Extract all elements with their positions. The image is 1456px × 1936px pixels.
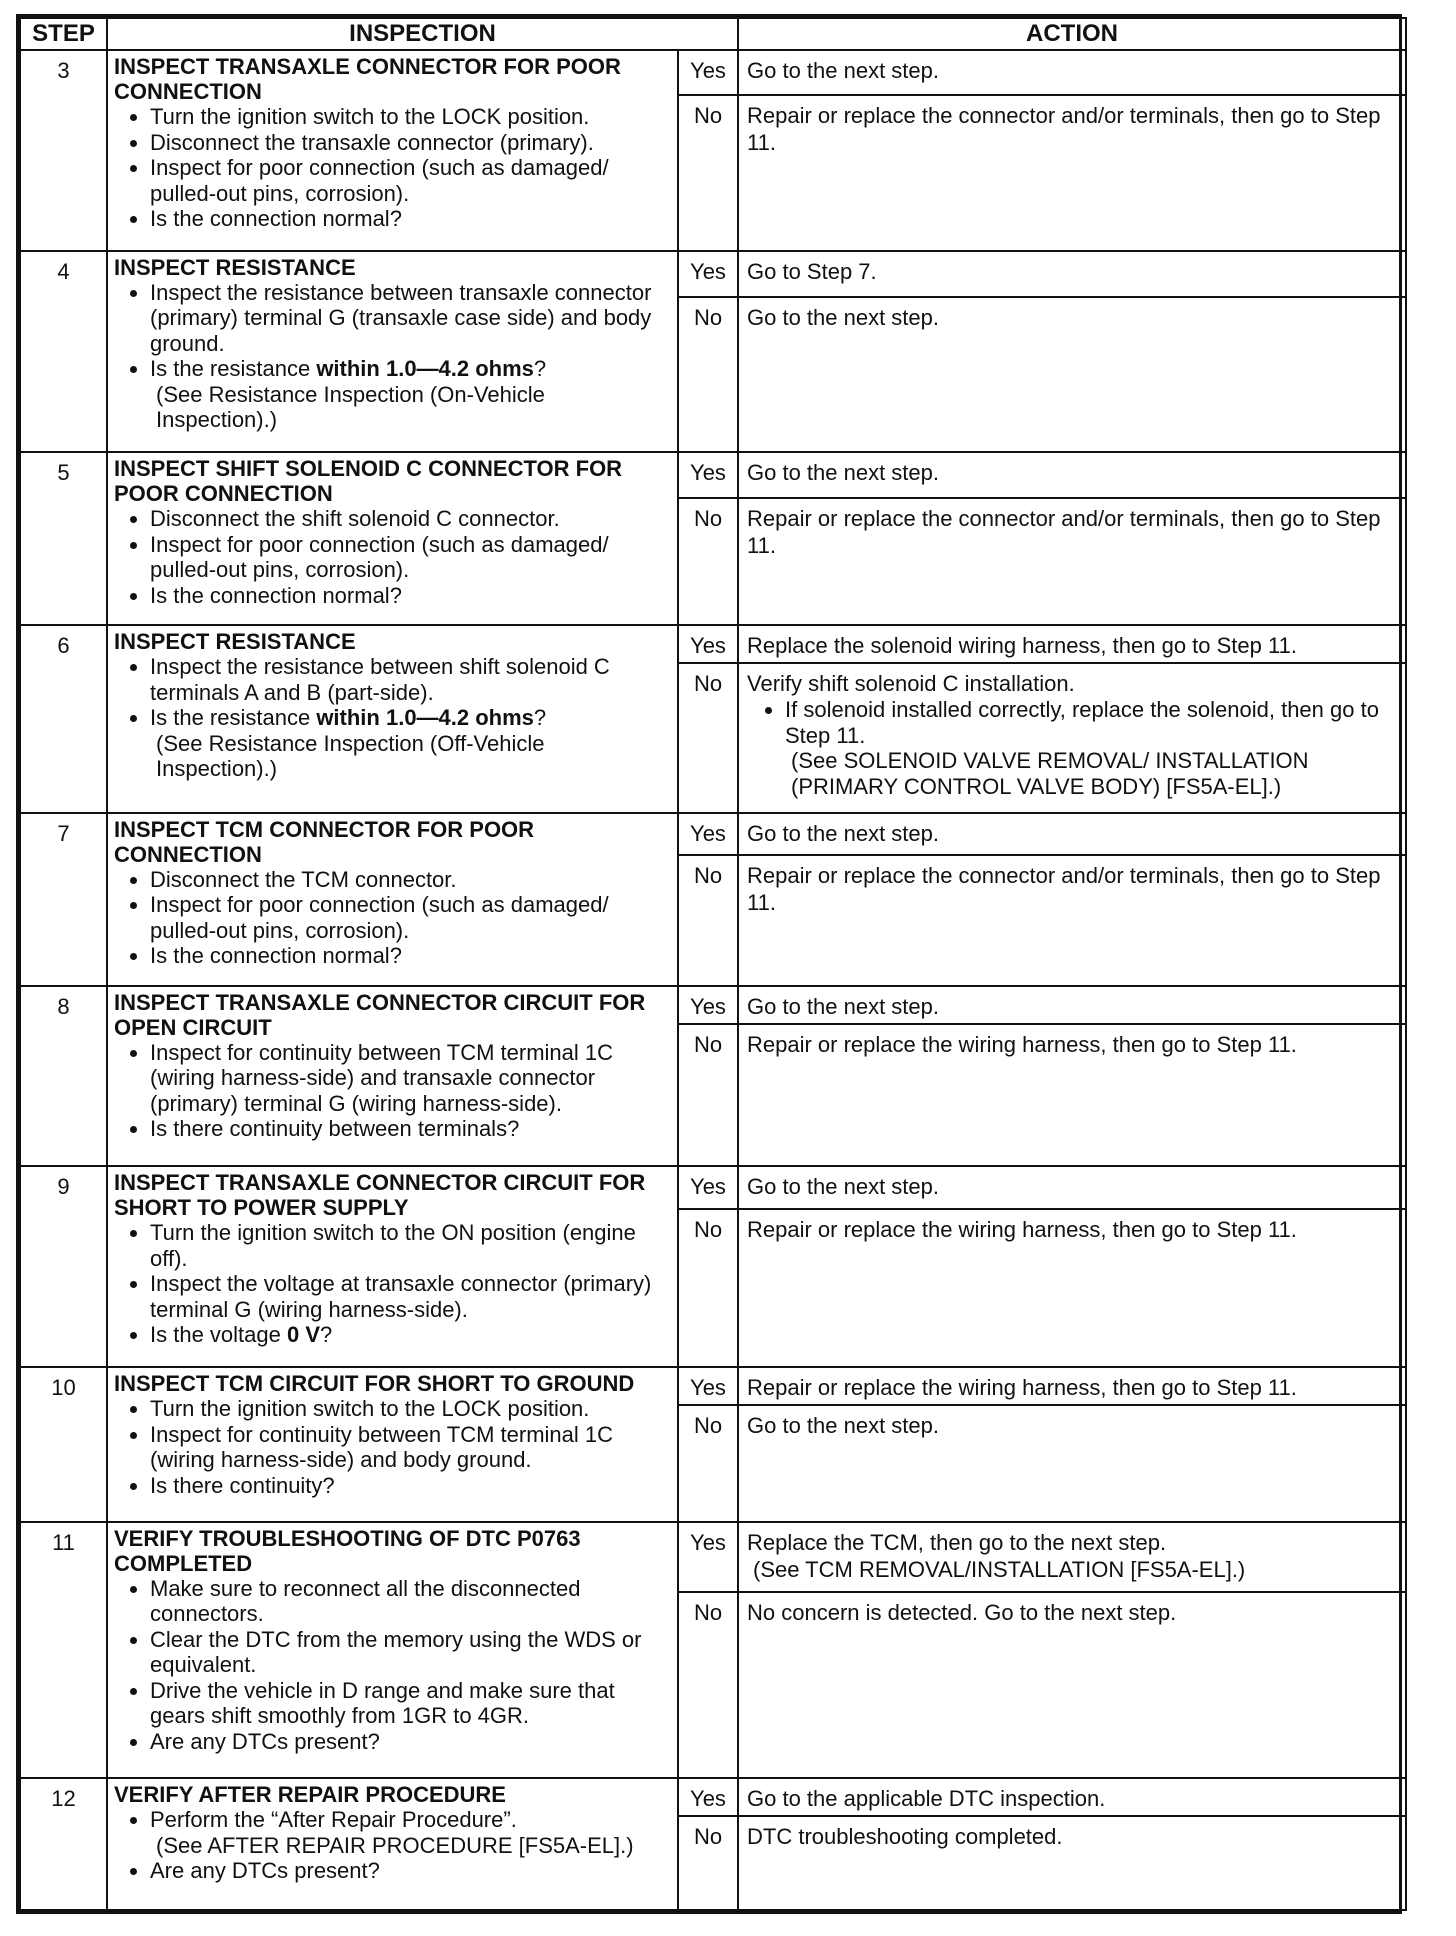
inspection-item-text-end: ?	[320, 1322, 333, 1348]
no-action-text: Repair or replace the wiring harness, then go to Step 11.	[747, 1031, 1297, 1057]
inspection-item-text-end: ?	[533, 356, 547, 382]
step-number: 7	[20, 813, 107, 986]
inspection-cell	[107, 1778, 678, 1910]
inspection-item-text: Turn the ignition switch to the ON position (engine off).	[150, 1220, 636, 1271]
inspection-item-text: Disconnect the shift solenoid C connector.	[150, 506, 560, 532]
inspection-item	[150, 130, 671, 156]
yes-action	[738, 813, 1406, 856]
no-action	[738, 663, 1406, 812]
inspection-list	[114, 1220, 671, 1348]
yes-action	[738, 1166, 1406, 1208]
no-action-text: Go to the next step.	[747, 304, 940, 330]
no-label: No	[678, 1592, 738, 1778]
table-row	[20, 625, 1406, 663]
inspection-title: INSPECT TCM CONNECTOR FOR POOR CONNECTION	[114, 816, 535, 867]
inspection-title: INSPECT RESISTANCE	[114, 254, 356, 280]
inspection-item	[150, 206, 671, 232]
inspection-item-text: Perform the “After Repair Procedure”.	[150, 1807, 517, 1833]
inspection-item	[150, 356, 671, 433]
inspection-item-text: Inspect for poor connection (such as damaged/ pulled-out pins, corrosion).	[150, 892, 609, 943]
yes-action	[738, 251, 1406, 297]
inspection-item-text: Drive the vehicle in D range and make sure that gears shift smoothly from 1GR to 4GR.	[150, 1677, 615, 1729]
step-number: 6	[20, 625, 107, 812]
inspection-item-criterion: 0 V	[286, 1322, 321, 1348]
no-action-item	[785, 697, 1397, 799]
table-row	[20, 813, 1406, 856]
inspection-item	[150, 1396, 671, 1422]
inspection-item-text-end: ?	[533, 705, 547, 731]
inspection-item	[150, 1040, 671, 1117]
yes-label: Yes	[678, 452, 738, 498]
no-label: No	[678, 297, 738, 452]
inspection-item	[150, 1220, 671, 1271]
yes-label: Yes	[678, 1367, 738, 1405]
inspection-item-text: Is the connection normal?	[150, 582, 402, 608]
inspection-title: VERIFY TROUBLESHOOTING OF DTC P0763 COMPLETED	[114, 1525, 581, 1576]
no-action-text: Verify shift solenoid C installation.	[747, 671, 1075, 697]
step-number: 11	[20, 1522, 107, 1778]
inspection-reference-link[interactable]: (See Resistance Inspection (Off-Vehicle Inspection).)	[156, 730, 545, 782]
no-label: No	[678, 95, 738, 251]
inspection-cell	[107, 813, 678, 986]
table-row	[20, 1522, 1406, 1593]
inspection-item	[150, 1858, 671, 1884]
inspection-item	[150, 506, 671, 532]
inspection-item	[150, 1678, 671, 1729]
yes-action-text: Go to the next step.	[747, 993, 940, 1019]
inspection-list	[114, 867, 671, 969]
inspection-item	[150, 943, 671, 969]
inspection-item-text: Is the connection normal?	[150, 943, 402, 969]
table-row	[20, 1166, 1406, 1208]
inspection-item-text: Turn the ignition switch to the LOCK position.	[150, 1396, 590, 1422]
inspection-item	[150, 892, 671, 943]
no-action-text: Repair or replace the connector and/or terminals, then go to Step 11.	[747, 863, 1381, 916]
inspection-cell	[107, 50, 678, 251]
inspection-item	[150, 583, 671, 609]
inspection-item-text: Inspect the voltage at transaxle connector (primary) terminal G (wiring harness-side).	[150, 1271, 652, 1322]
step-number: 8	[20, 986, 107, 1167]
inspection-title: INSPECT TCM CIRCUIT FOR SHORT TO GROUND	[114, 1371, 635, 1397]
no-action	[738, 498, 1406, 625]
table-row	[20, 1778, 1406, 1816]
inspection-item-criterion: within 1.0—4.2 ohms	[316, 705, 534, 731]
no-action-text: Repair or replace the connector and/or terminals, then go to Step 11.	[747, 102, 1381, 155]
inspection-item	[150, 1322, 671, 1348]
no-action	[738, 95, 1406, 251]
no-label: No	[678, 855, 738, 985]
yes-action	[738, 1367, 1406, 1405]
inspection-item-text: Inspect for poor connection (such as damaged/ pulled-out pins, corrosion).	[150, 155, 609, 206]
yes-label: Yes	[678, 50, 738, 95]
inspection-title: INSPECT TRANSAXLE CONNECTOR CIRCUIT FOR SHORT TO POWER SUPPLY	[114, 1170, 646, 1221]
step-number: 4	[20, 251, 107, 452]
troubleshooting-table	[16, 14, 1402, 1914]
inspection-title: VERIFY AFTER REPAIR PROCEDURE	[114, 1782, 506, 1808]
header-action: ACTION	[738, 18, 1406, 50]
step-number: 12	[20, 1778, 107, 1910]
yes-action-text: Replace the solenoid wiring harness, then go to Step 11.	[747, 633, 1297, 659]
table-row	[20, 251, 1406, 297]
inspection-list	[114, 1576, 671, 1755]
no-action-list	[747, 697, 1397, 799]
yes-action-text: Go to the next step.	[747, 1174, 940, 1200]
inspection-item-text: Is there continuity between terminals?	[150, 1116, 520, 1142]
inspection-item-text: Make sure to reconnect all the disconnected connectors.	[150, 1575, 581, 1627]
inspection-item-text: Is the connection normal?	[150, 206, 402, 231]
header-inspection: INSPECTION	[107, 18, 738, 50]
table-row	[20, 986, 1406, 1024]
inspection-item	[150, 1116, 671, 1142]
inspection-item	[150, 1422, 671, 1473]
yes-action-reference-link[interactable]: (See TCM REMOVAL/INSTALLATION [FS5A-EL].)	[753, 1556, 1246, 1582]
inspection-item	[150, 1729, 671, 1755]
inspection-list	[114, 654, 671, 782]
table-row	[20, 452, 1406, 498]
inspection-item	[150, 280, 671, 357]
inspection-list	[114, 506, 671, 608]
inspection-title: INSPECT TRANSAXLE CONNECTOR CIRCUIT FOR OPEN CIRCUIT	[114, 989, 646, 1040]
inspection-item-criterion: within 1.0—4.2 ohms	[316, 356, 534, 382]
step-number: 3	[20, 50, 107, 251]
inspection-item	[150, 1627, 671, 1678]
step-number: 9	[20, 1166, 107, 1367]
no-action	[738, 855, 1406, 985]
no-action-text: DTC troubleshooting completed.	[747, 1824, 1063, 1850]
inspection-title: INSPECT RESISTANCE	[114, 629, 356, 655]
inspection-item	[150, 867, 671, 893]
table-row	[20, 1367, 1406, 1405]
yes-action-text: Go to the next step.	[747, 58, 940, 83]
inspection-reference-link[interactable]: (See AFTER REPAIR PROCEDURE [FS5A-EL].)	[156, 1832, 634, 1858]
no-action	[738, 1592, 1406, 1778]
no-action	[738, 1024, 1406, 1167]
inspection-item-text: Is there continuity?	[150, 1472, 335, 1498]
inspection-cell	[107, 452, 678, 625]
no-label: No	[678, 498, 738, 625]
yes-action-text: Go to the next step.	[747, 460, 940, 486]
inspection-item-text: Disconnect the transaxle connector (primary).	[150, 129, 594, 155]
yes-action	[738, 1778, 1406, 1816]
yes-action-text: Go to Step 7.	[747, 258, 877, 284]
inspection-item-text: Inspect the resistance between shift solenoid C terminals A and B (part-side).	[150, 654, 610, 705]
inspection-item	[150, 104, 671, 130]
inspection-reference-link[interactable]: (See Resistance Inspection (On-Vehicle Inspection).)	[156, 381, 545, 433]
inspection-item	[150, 1807, 671, 1858]
inspection-title: INSPECT SHIFT SOLENOID C CONNECTOR FOR POOR CONNECTION	[114, 456, 623, 507]
yes-action	[738, 986, 1406, 1024]
inspection-item	[150, 1576, 671, 1627]
inspection-item	[150, 532, 671, 583]
no-action	[738, 1816, 1406, 1910]
yes-label: Yes	[678, 1522, 738, 1593]
no-label: No	[678, 1816, 738, 1910]
yes-action-text: Go to the applicable DTC inspection.	[747, 1786, 1106, 1812]
yes-label: Yes	[678, 986, 738, 1024]
yes-action	[738, 625, 1406, 663]
inspection-cell	[107, 625, 678, 812]
no-action-text: No concern is detected. Go to the next step.	[747, 1600, 1177, 1626]
inspection-item-text: Inspect the resistance between transaxle connector (primary) terminal G (transaxle case side) and body ground.	[150, 279, 652, 356]
no-action	[738, 1209, 1406, 1368]
inspection-cell	[107, 1166, 678, 1367]
inspection-item-text: Inspect for continuity between TCM terminal 1C (wiring harness-side) and body ground.	[150, 1421, 614, 1473]
yes-action	[738, 50, 1406, 95]
inspection-item-text: Is the voltage	[150, 1322, 287, 1348]
inspection-item	[150, 155, 671, 206]
header-step: STEP	[20, 18, 107, 50]
no-label: No	[678, 1405, 738, 1521]
yes-label: Yes	[678, 1778, 738, 1816]
inspection-item-text: Is the resistance	[150, 356, 317, 382]
step-number: 10	[20, 1367, 107, 1522]
inspection-item	[150, 1473, 671, 1499]
yes-label: Yes	[678, 1166, 738, 1208]
inspection-item	[150, 1271, 671, 1322]
inspection-item	[150, 705, 671, 782]
yes-action	[738, 1522, 1406, 1593]
inspection-list	[114, 280, 671, 433]
inspection-cell	[107, 1367, 678, 1522]
inspection-cell	[107, 1522, 678, 1778]
no-label: No	[678, 1024, 738, 1167]
no-action	[738, 297, 1406, 452]
no-label: No	[678, 663, 738, 812]
yes-label: Yes	[678, 251, 738, 297]
inspection-list	[114, 1807, 671, 1884]
inspection-list	[114, 1040, 671, 1142]
inspection-list	[114, 104, 671, 232]
no-action-item-text: If solenoid installed correctly, replace the solenoid, then go to Step 11.	[785, 697, 1379, 748]
yes-label: Yes	[678, 625, 738, 663]
inspection-item-text: Disconnect the TCM connector.	[150, 866, 457, 892]
inspection-item-text: Are any DTCs present?	[150, 1858, 380, 1884]
yes-label: Yes	[678, 813, 738, 856]
no-action-reference-link[interactable]: (See SOLENOID VALVE REMOVAL/ INSTALLATION (PRIMARY CONTROL VALVE BODY) [FS5A-EL].)	[791, 748, 1309, 799]
inspection-cell	[107, 251, 678, 452]
inspection-list	[114, 1396, 671, 1498]
yes-action	[738, 452, 1406, 498]
no-action-text: Repair or replace the wiring harness, then go to Step 11.	[747, 1216, 1297, 1242]
inspection-item-text: Inspect for poor connection (such as damaged/ pulled-out pins, corrosion).	[150, 531, 609, 583]
inspection-item-text: Inspect for continuity between TCM terminal 1C (wiring harness-side) and transaxle connector (primary) terminal G (wiring harness-side).	[150, 1039, 614, 1116]
table-body	[20, 50, 1406, 1910]
inspection-item-text: Is the resistance	[150, 705, 317, 731]
step-number: 5	[20, 452, 107, 625]
inspection-item-text: Turn the ignition switch to the LOCK position.	[150, 104, 590, 129]
inspection-cell	[107, 986, 678, 1167]
yes-action-text: Go to the next step.	[747, 820, 940, 846]
no-action-text: Go to the next step.	[747, 1413, 940, 1439]
no-action	[738, 1405, 1406, 1521]
no-action-text: Repair or replace the connector and/or terminals, then go to Step 11.	[747, 506, 1381, 559]
inspection-title: INSPECT TRANSAXLE CONNECTOR FOR POOR CONNECTION	[114, 54, 621, 104]
inspection-item-text: Are any DTCs present?	[150, 1728, 380, 1754]
inspection-item-text: Clear the DTC from the memory using the WDS or equivalent.	[150, 1626, 642, 1678]
yes-action-text: Replace the TCM, then go to the next step.	[747, 1529, 1167, 1555]
inspection-item	[150, 654, 671, 705]
table-row	[20, 50, 1406, 95]
header-row	[20, 18, 1406, 50]
yes-action-text: Repair or replace the wiring harness, then go to Step 11.	[747, 1375, 1297, 1401]
no-label: No	[678, 1209, 738, 1368]
